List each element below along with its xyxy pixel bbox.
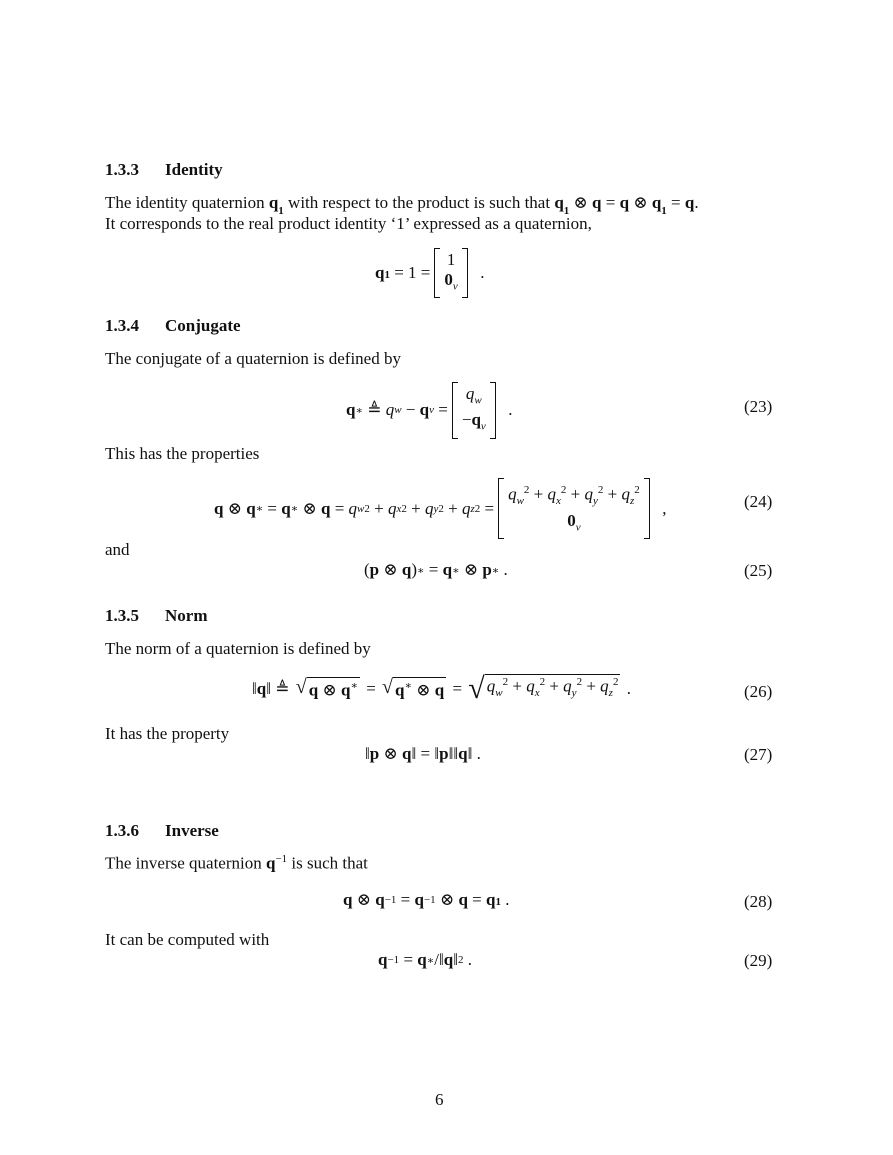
text-fragment: The inverse quaternion	[105, 853, 262, 873]
section-heading-inverse	[105, 821, 219, 841]
paragraph-computed: It can be computed with	[105, 930, 270, 949]
section-title: Conjugate	[165, 316, 241, 335]
equation-number: (23)	[744, 397, 773, 416]
column-vector: $q_w^2 + q_x^2 + q_y^2 + q_z^2$ $0_v$	[498, 478, 650, 539]
paragraph-properties: This has the properties	[105, 444, 260, 463]
text-fragment: is such that	[291, 853, 368, 873]
paragraph-conjugate: The conjugate of a quaternion is defined by	[105, 349, 401, 368]
equation-25: ( p ⊗ q ) ∗ = q ∗ ⊗ p ∗ .	[364, 560, 508, 579]
equation-number: (25)	[744, 561, 773, 580]
text-fragment: with respect to the product is such that	[288, 193, 551, 212]
square-root: √ q∗ ⊗ q	[382, 676, 445, 700]
section-title: Inverse	[165, 821, 219, 840]
paragraph-identity-line1: The identity quaternion $q_1$ with respect to the product is such that $q_1$ ⊗ q = q ⊗ $q_1 = q$.	[105, 193, 699, 218]
equation-27: ‖ p ⊗ q ‖ = ‖ p ‖‖ q ‖ .	[365, 744, 481, 763]
equation-29: q −1 = q ∗ /‖ q ‖ 2 .	[378, 950, 472, 969]
section-number: 1.3.4	[105, 316, 139, 335]
equation-identity: q $_1$ = 1 = 1 $0_v$ .	[375, 248, 485, 298]
square-root: √ $q_w^2 + q_x^2 + q_y^2 + q_z^2$	[468, 672, 619, 705]
section-title: Identity	[165, 160, 223, 179]
page-number: 6	[435, 1090, 444, 1109]
paragraph-and: and	[105, 540, 130, 559]
square-root: √ q ⊗ q∗	[295, 676, 358, 700]
paragraph-norm-property: It has the property	[105, 724, 230, 743]
equation-28: q ⊗ q −1 = q −1 ⊗ q = q $_1$ .	[343, 890, 510, 909]
paragraph-identity-line2: It corresponds to the real product identity ‘1’ expressed as a quaternion,	[105, 214, 592, 233]
paragraph-inverse: The inverse quaternion $q^{-1}$ is such that	[105, 853, 368, 873]
section-heading-norm	[105, 606, 207, 626]
section-title: Norm	[165, 606, 208, 625]
equation-26: ‖ q ‖ ≜ √ q ⊗ q∗ = √ q∗ ⊗ q = √ $q_w^2 + q_x^2 + q_y^2 + q_z^2$ .	[252, 672, 631, 705]
equation-number: (28)	[744, 892, 773, 911]
equation-24: q ⊗ q ∗ = q ∗ ⊗ q = q w 2 + q x 2 + q y 2 + q z 2 = $q_w^2 + q_x^2 + q_y^2 + q_z^2$ $0_v$ ,	[214, 478, 667, 539]
section-heading-identity	[105, 160, 223, 180]
equation-number: (27)	[744, 745, 773, 764]
column-vector: 1 $0_v$	[434, 248, 467, 298]
equation-number: (26)	[744, 682, 773, 701]
column-vector: $q_w$ $-q_v$	[452, 382, 496, 439]
section-number: 1.3.6	[105, 821, 139, 840]
equation-number: (24)	[744, 492, 773, 511]
text-fragment: The identity quaternion	[105, 193, 265, 212]
equation-number: (29)	[744, 951, 773, 970]
section-number: 1.3.5	[105, 606, 139, 625]
equation-23: q ∗ ≜ q w − q v = $q_w$ $-q_v$ .	[346, 382, 513, 439]
paragraph-norm: The norm of a quaternion is defined by	[105, 639, 371, 658]
section-number: 1.3.3	[105, 160, 139, 179]
section-heading-conjugate	[105, 316, 241, 336]
